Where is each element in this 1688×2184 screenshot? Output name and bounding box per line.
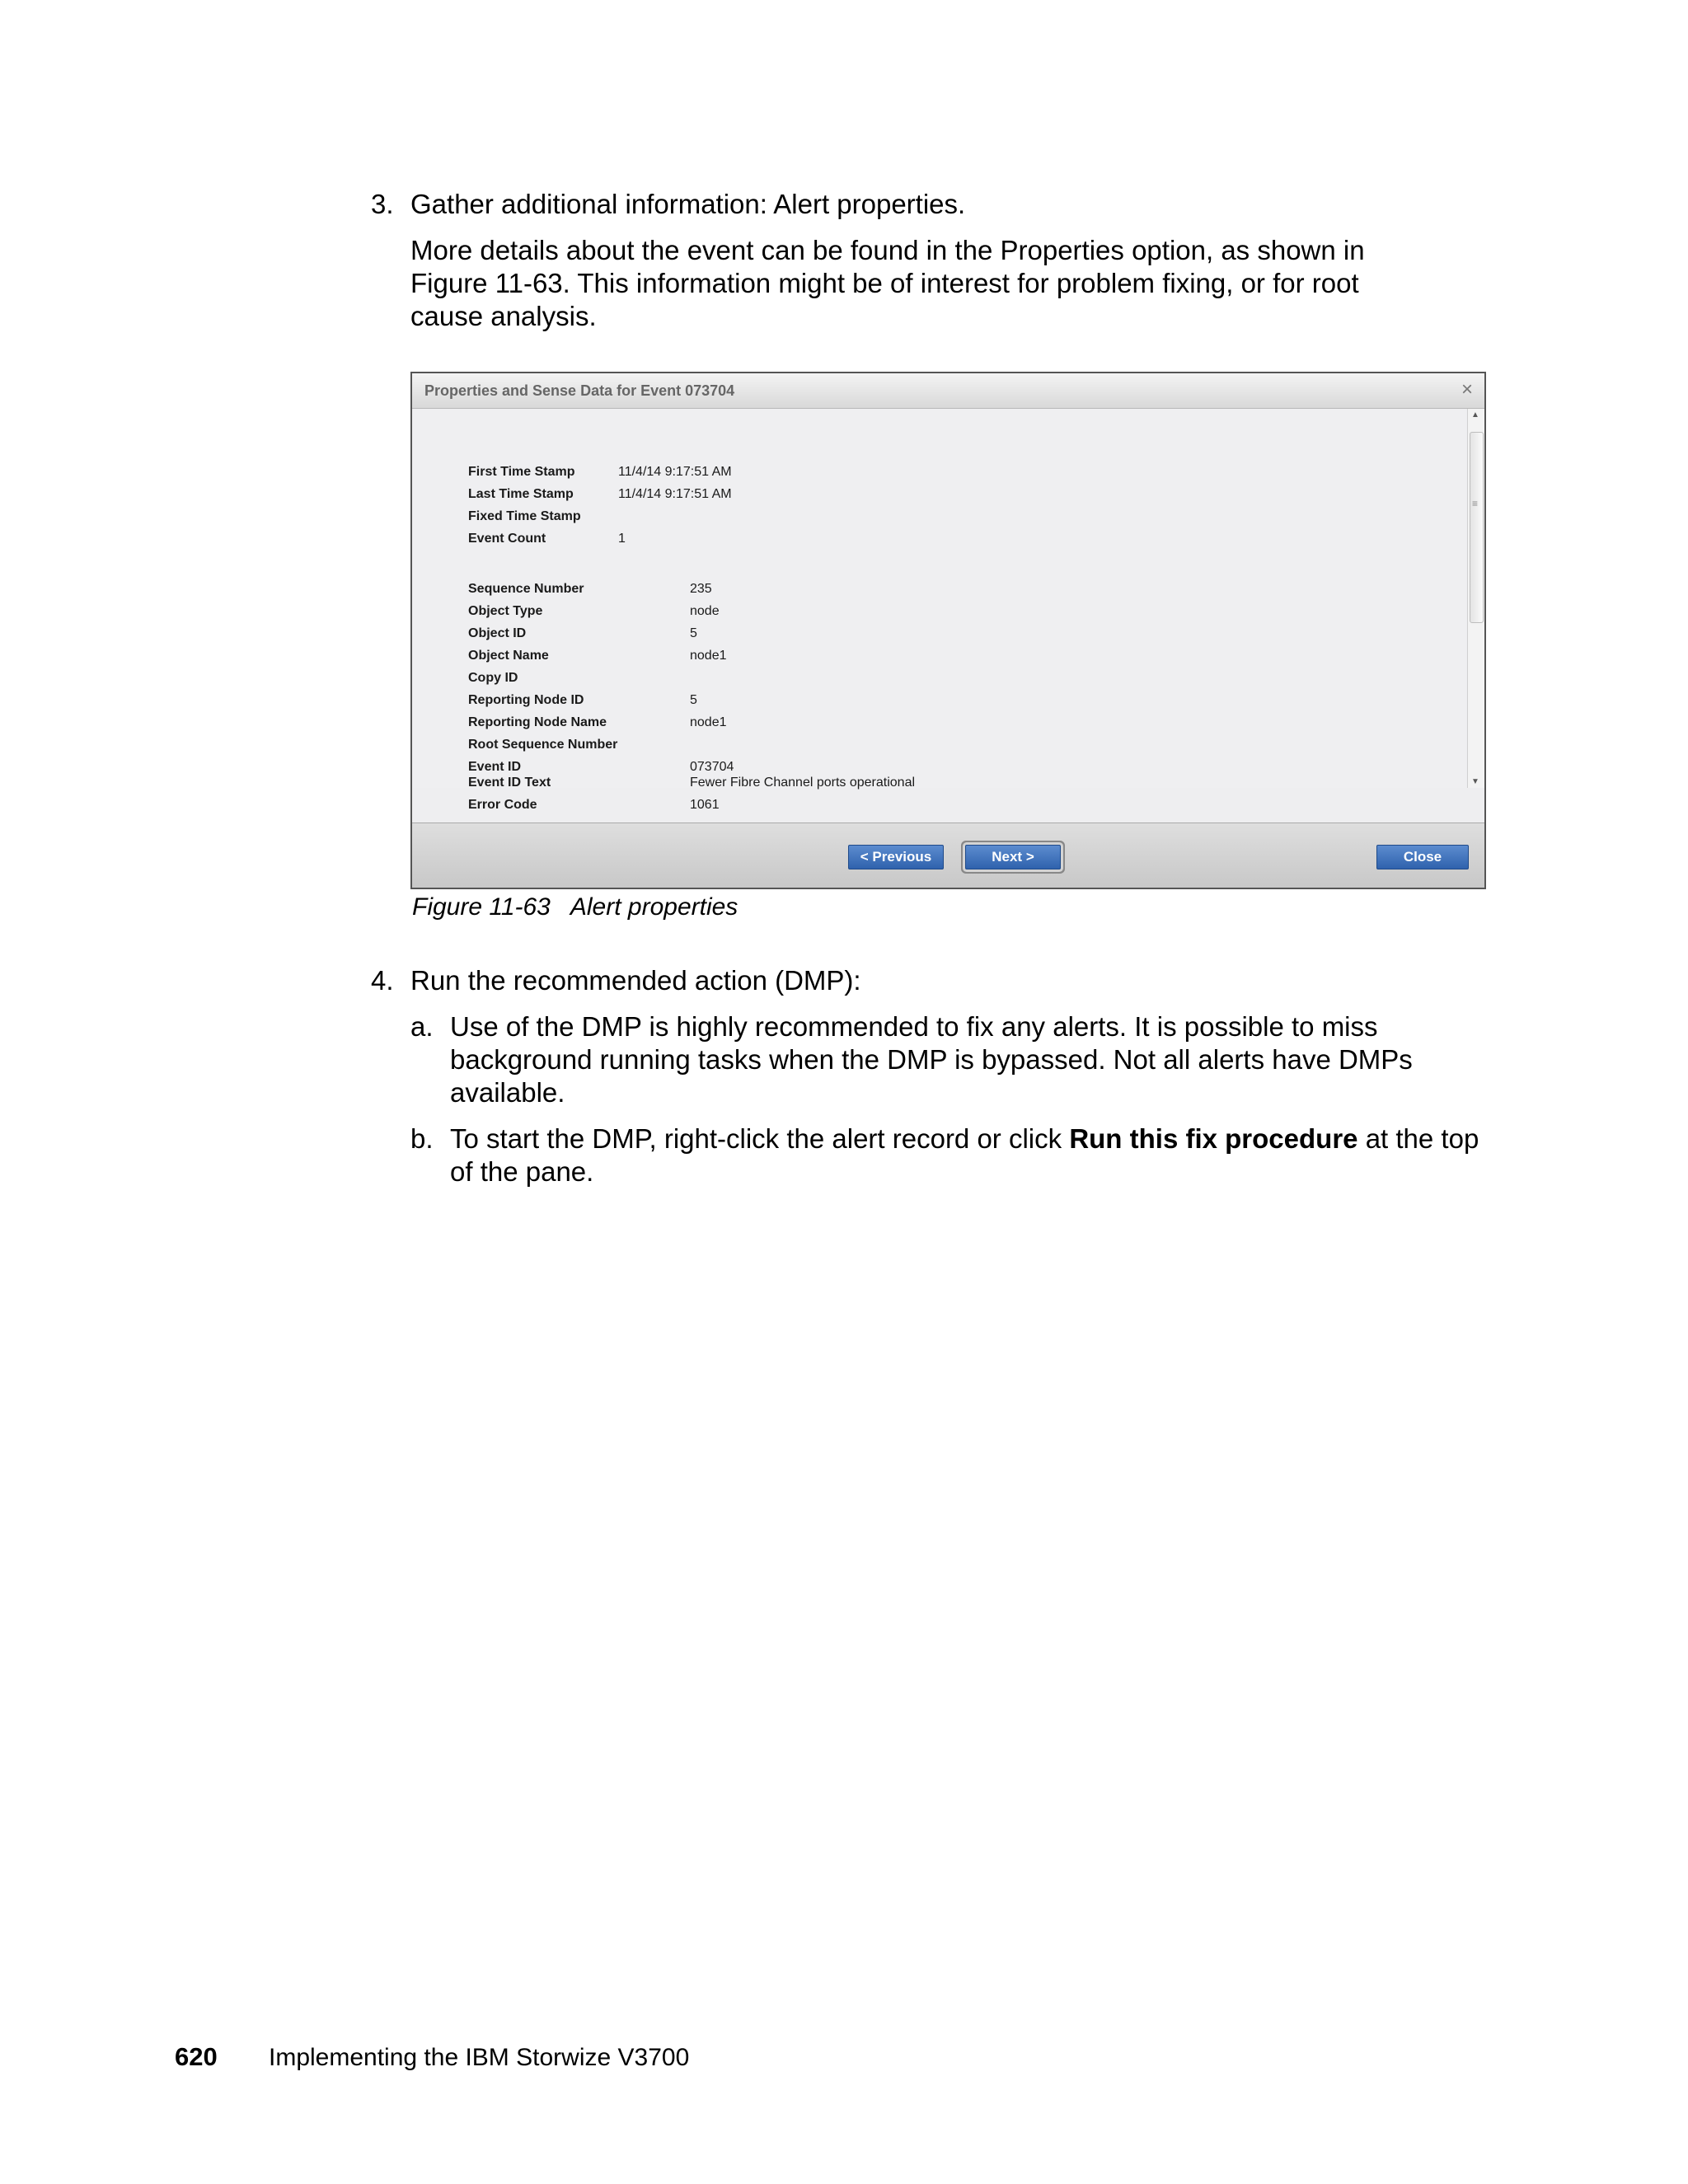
properties-list (412, 409, 1466, 788)
property-value: 1061 (690, 798, 720, 812)
step-number: 3. (371, 189, 394, 219)
book-title: Implementing the IBM Storwize V3700 (269, 2044, 690, 2071)
property-value: 5 (690, 693, 697, 707)
property-label: Root Sequence Number (468, 738, 618, 752)
property-value: node1 (690, 649, 727, 663)
substep-letter: a. (410, 1011, 434, 1042)
substep-line: available. (450, 1077, 565, 1108)
property-label: Event Count (468, 532, 546, 546)
scroll-up-arrow-icon[interactable]: ▲ (1471, 410, 1479, 419)
substep-line: Use of the DMP is highly recommended to fix any alerts. It is possible to miss (450, 1011, 1378, 1042)
property-label: Object Type (468, 604, 543, 618)
property-value: 11/4/14 9:17:51 AM (618, 465, 732, 479)
substep-text-post: at the top (1357, 1123, 1479, 1154)
property-value: 5 (690, 626, 697, 640)
scroll-down-arrow-icon[interactable]: ▼ (1471, 777, 1479, 786)
property-row (412, 798, 1467, 819)
fix-procedure-link-text: Run this fix procedure (1069, 1123, 1358, 1154)
property-label: Event ID (468, 760, 522, 774)
substep-line: background running tasks when the DMP is bypassed. Not all alerts have DMPs (450, 1044, 1413, 1075)
property-label: Object Name (468, 649, 549, 663)
scroll-grip-icon: ≡ (1472, 498, 1479, 509)
properties-dialog (410, 372, 1486, 889)
property-row (412, 776, 1467, 797)
vertical-scrollbar[interactable] (1467, 409, 1484, 788)
substep-text-pre: To start the DMP, right-click the alert record or click (450, 1123, 1070, 1154)
property-value: 073704 (690, 760, 734, 774)
property-label: Reporting Node ID (468, 693, 584, 707)
figure-caption (412, 893, 738, 921)
substep-letter: b. (410, 1123, 434, 1154)
substep-text (450, 1010, 1530, 1109)
step-text: Run the recommended action (DMP): (410, 965, 861, 996)
next-button[interactable]: Next > (965, 845, 1061, 869)
paragraph-line: cause analysis. (410, 301, 597, 331)
previous-button[interactable]: < Previous (848, 845, 944, 869)
dialog-title-bar (412, 373, 1484, 409)
property-value: node1 (690, 715, 727, 729)
property-label: Fixed Time Stamp (468, 509, 581, 523)
page-number: 620 (175, 2042, 218, 2071)
substep-text (450, 1122, 1530, 1188)
scrollbar-thumb[interactable] (1470, 432, 1484, 623)
step-text: Gather additional information: Alert properties. (410, 189, 966, 219)
property-label: First Time Stamp (468, 465, 575, 479)
property-label: Object ID (468, 626, 527, 640)
step-number: 4. (371, 965, 394, 996)
dialog-title: Properties and Sense Data for Event 073704 (424, 382, 735, 399)
property-label: Reporting Node Name (468, 715, 607, 729)
property-value: 1 (618, 532, 626, 546)
property-value: 235 (690, 582, 712, 596)
property-value: Fewer Fibre Channel ports operational (690, 776, 916, 790)
paragraph-line: Figure 11-63. This information might be of interest for problem fixing, or for root (410, 268, 1359, 298)
figure-number: Figure 11-63 (412, 893, 551, 921)
property-label: Sequence Number (468, 582, 584, 596)
figure-title: Alert properties (570, 893, 738, 921)
property-label: Last Time Stamp (468, 487, 574, 501)
property-label: Copy ID (468, 671, 518, 685)
property-label: Error Code (468, 798, 537, 812)
property-label: Event ID Text (468, 776, 551, 790)
dialog-footer (412, 823, 1484, 888)
property-value: 11/4/14 9:17:51 AM (618, 487, 732, 501)
paragraph-line: More details about the event can be found in the Properties option, as shown in (410, 235, 1365, 265)
close-button[interactable]: Close (1376, 845, 1469, 869)
close-icon[interactable]: × (1461, 378, 1473, 401)
substep-line: of the pane. (450, 1156, 594, 1187)
property-value: node (690, 604, 720, 618)
step-3-paragraph (410, 234, 1498, 333)
